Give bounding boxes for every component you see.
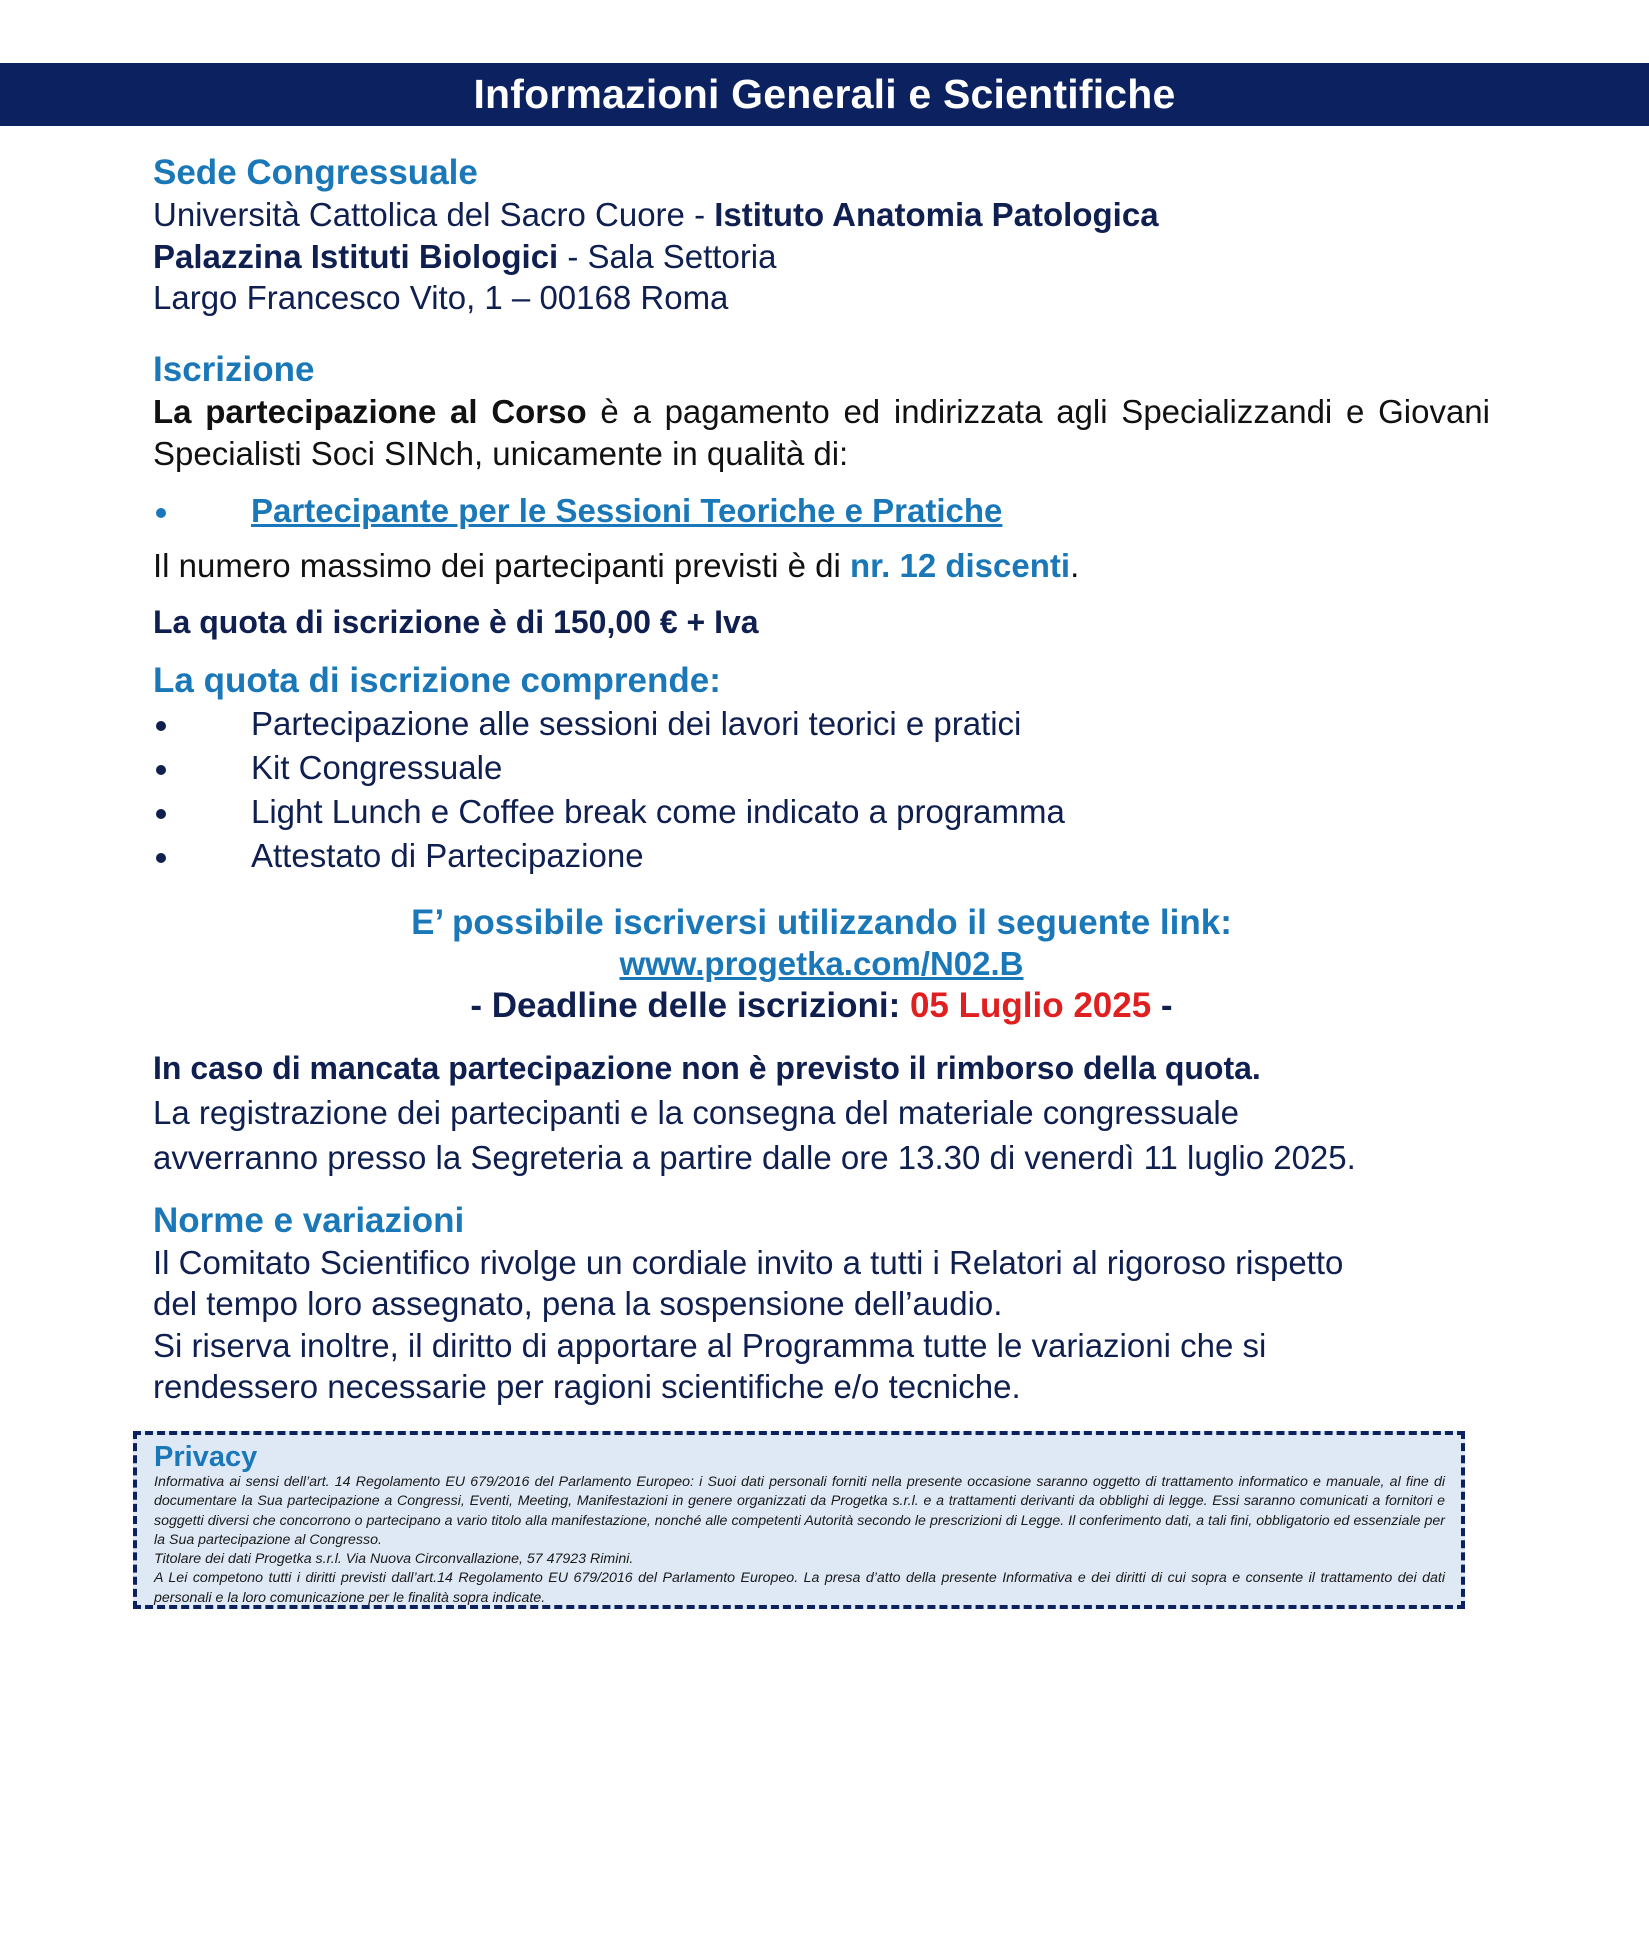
- signup-link-row: [153, 943, 1490, 985]
- main-content: [153, 152, 1490, 1408]
- rules-section: [153, 1200, 1490, 1408]
- max-participants-text: Il numero massimo dei partecipanti previsti è di: [153, 546, 850, 584]
- venue-institute: Istituto Anatomia Patologica: [714, 196, 1159, 233]
- list-item: Light Lunch e Coffee break come indicato a programma: [153, 790, 1490, 834]
- registration-intro-text: è a pagamento ed indirizzata agli Specializzandi e Giovani Specialisti Soci SINch, unicamente in qualità di:: [153, 392, 1490, 472]
- includes-heading: La quota di iscrizione comprende:: [153, 660, 721, 700]
- max-participants: [153, 545, 1490, 587]
- role-participant-link[interactable]: Partecipante per le Sessioni Teoriche e Pratiche: [251, 491, 1003, 529]
- deadline-date: 05 Luglio 2025: [909, 985, 1152, 1025]
- deadline-suffix: -: [1151, 985, 1173, 1025]
- privacy-box: [133, 1431, 1465, 1609]
- list-item: Partecipazione alle sessioni dei lavori teorici e pratici: [153, 702, 1490, 746]
- page-header-banner: [0, 63, 1649, 126]
- list-item: Attestato di Partecipazione: [153, 834, 1490, 878]
- max-participants-value: nr. 12 discenti: [849, 546, 1071, 584]
- signup-section: [153, 902, 1490, 1027]
- registration-desk-line-2: avverranno presso la Segreteria a partire dalle ore 13.30 di venerdì 11 luglio 2025.: [153, 1138, 1356, 1176]
- venue-university: Università Cattolica del Sacro Cuore -: [153, 196, 715, 233]
- fee-text: La quota di iscrizione è di 150,00 € + Iva: [153, 604, 759, 640]
- privacy-heading: Privacy: [154, 1441, 258, 1473]
- registration-intro-bold: La partecipazione al Corso: [153, 392, 587, 430]
- rules-line-3: Si riserva inoltre, il diritto di apportare al Programma tutte le variazioni che si: [153, 1326, 1267, 1364]
- page-title: Informazioni Generali e Scientifiche: [473, 71, 1176, 117]
- venue-section: [153, 152, 1490, 319]
- registration-heading: Iscrizione: [153, 349, 315, 389]
- venue-line-1: [153, 194, 1490, 236]
- registration-section: [153, 349, 1490, 644]
- venue-heading: Sede Congressuale: [153, 153, 478, 192]
- includes-list: [153, 702, 1490, 878]
- registration-desk-line-1: La registrazione dei partecipanti e la consegna del materiale congressuale: [153, 1093, 1240, 1131]
- venue-room: - Sala Settoria: [558, 237, 777, 275]
- rules-heading: Norme e variazioni: [153, 1200, 465, 1240]
- role-list: [153, 489, 1490, 533]
- venue-line-2: [153, 236, 1490, 278]
- rules-line-2: del tempo loro assegnato, pena la sospensione dell’audio.: [153, 1285, 1003, 1322]
- refund-notice: In caso di mancata partecipazione non è previsto il rimborso della quota.: [153, 1050, 1261, 1086]
- list-item: Kit Congressuale: [153, 746, 1490, 790]
- venue-address: Largo Francesco Vito, 1 – 00168 Roma: [153, 279, 729, 316]
- registration-intro: [153, 391, 1490, 475]
- deadline-prefix: - Deadline delle iscrizioni:: [470, 985, 910, 1025]
- includes-section: [153, 660, 1490, 878]
- signup-link[interactable]: www.progetka.com/N02.B: [619, 945, 1024, 982]
- list-item: [153, 489, 1490, 533]
- privacy-paragraph-1: Informativa ai sensi dell’art. 14 Regolamento EU 679/2016 del Parlamento Europeo: i Suoi dati personali forniti nella presente occasione saranno oggetto di trattamento informatico e manuale, al fine di documentare la Sua partecipazione a Congressi, Eventi, Meeting, Manifestazioni in genere organizzati da Progetka s.r.l. e a trattamenti derivanti da obblighi di legge. Essi saranno comunicati a fornitori e soggetti diversi che concorrono o partecipano a vario titolo alla manifestazione, nonché alle competenti Autorità secondo le prescrizioni di Legge. Il conferimento dati, a tali fini, obbligatorio ed essenziale per la Sua partecipazione al Congresso.: [154, 1474, 1445, 1548]
- max-participants-end: .: [1070, 546, 1080, 584]
- deadline-line: [153, 985, 1490, 1027]
- rules-line-4: rendessero necessarie per ragioni scientifiche e/o tecniche.: [153, 1368, 1021, 1405]
- rules-line-1: Il Comitato Scientifico rivolge un cordiale invito a tutti i Relatori al rigoroso rispetto: [153, 1243, 1344, 1281]
- venue-building: Palazzina Istituti Biologici: [153, 237, 559, 275]
- signup-text: E’ possibile iscriversi utilizzando il seguente link:: [411, 902, 1232, 942]
- privacy-paragraph-3: A Lei competono tutti i diritti previsti dall’art.14 Regolamento EU 679/2016 del Parlamento Europeo. La presa d’atto della presente Informativa e dei diritti di cui sopra e consente il trattamento dei dati personali e la loro comunicazione per le finalità sopra indicate.: [154, 1570, 1445, 1606]
- privacy-paragraph-2: Titolare dei dati Progetka s.r.l. Via Nuova Circonvallazione, 57 47923 Rimini.: [154, 1551, 634, 1568]
- refund-section: [153, 1048, 1490, 1180]
